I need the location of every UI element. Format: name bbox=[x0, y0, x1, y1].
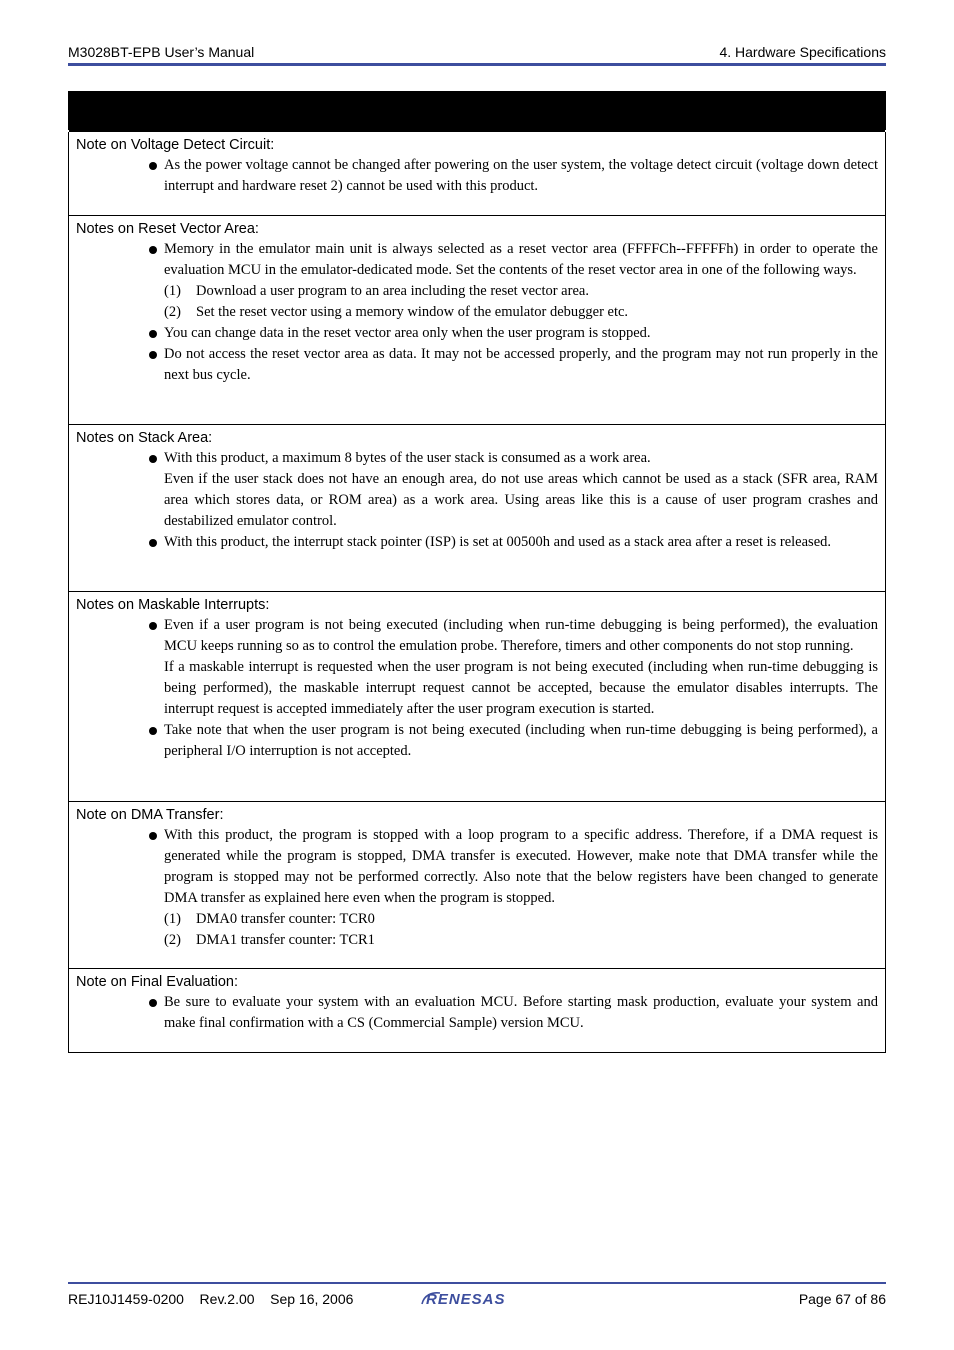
section-title: Notes on Maskable Interrupts: bbox=[76, 597, 270, 613]
notes-table bbox=[68, 91, 886, 1053]
numbered-item: (1) Download a user program to an area including the reset vector area. bbox=[164, 283, 589, 299]
bullet-item: Memory in the emulator main unit is always selected as a reset vector area (FFFFCh--FFFFFh) in order to operate the evaluation MCU in the emulator-dedicated mode. Set the contents of the reset vector area in one of the following ways. bbox=[156, 239, 878, 281]
manual-title: M3028BT-EPB User’s Manual bbox=[68, 44, 255, 60]
publication-date: Sep 16, 2006 bbox=[270, 1291, 354, 1307]
bullet-dot-icon bbox=[149, 330, 157, 338]
table-header-bar bbox=[68, 91, 886, 132]
paragraph: Even if the user stack does not have an enough area, do not use areas which cannot be used as a stack (SFR area, RAM area which stores data, or ROM area) as a work area. Using areas like this is a cause of user program crashes and destabilized emulator control. bbox=[164, 471, 878, 529]
section-stack-area bbox=[68, 425, 886, 592]
section-title: Note on DMA Transfer: bbox=[76, 807, 224, 823]
bullet-item: Even if a user program is not being executed (including when run-time debugging is being performed), the evaluation MCU keeps running so as to control the emulation probe. Therefore, timers and other components do not stop running. bbox=[156, 615, 878, 657]
document-info bbox=[68, 1291, 353, 1307]
document-id: REJ10J1459-0200 bbox=[68, 1291, 184, 1307]
section-final-evaluation bbox=[68, 969, 886, 1053]
section-title: Note on Voltage Detect Circuit: bbox=[76, 137, 275, 153]
bullet-item: Take note that when the user program is not being executed (including when run-time debugging is being performed), a peripheral I/O interruption is not accepted. bbox=[156, 720, 878, 762]
bullet-dot-icon bbox=[149, 832, 157, 840]
bullet-dot-icon bbox=[149, 246, 157, 254]
numbered-item: (2) Set the reset vector using a memory window of the emulator debugger etc. bbox=[164, 304, 629, 320]
renesas-logo-icon bbox=[420, 1289, 534, 1309]
header-rule bbox=[68, 63, 886, 66]
bullet-dot-icon bbox=[149, 351, 157, 359]
section-dma-transfer bbox=[68, 802, 886, 969]
bullet-dot-icon bbox=[149, 162, 157, 170]
bullet-item: With this product, the program is stopped with a loop program to a specific address. Therefore, if a DMA request is generated while the program is stopped, DMA transfer is executed. However, make note that DMA transfer while the program is stopped may not be performed correctly. Also note that the below registers have been changed to generate DMA transfer as explained here even when the program is stopped. bbox=[156, 825, 878, 909]
bullet-dot-icon bbox=[149, 727, 157, 735]
section-voltage-detect bbox=[68, 132, 886, 216]
numbered-item: (2) DMA1 transfer counter: TCR1 bbox=[164, 932, 375, 948]
footer-rule bbox=[68, 1282, 886, 1284]
bullet-item: As the power voltage cannot be changed after powering on the user system, the voltage detect circuit (voltage down detect interrupt and hardware reset 2) cannot be used with this product. bbox=[156, 155, 878, 197]
section-maskable-interrupts bbox=[68, 592, 886, 802]
bullet-item: With this product, the interrupt stack pointer (ISP) is set at 00500h and used as a stack area after a reset is released. bbox=[156, 532, 878, 553]
bullet-dot-icon bbox=[149, 455, 157, 463]
bullet-dot-icon bbox=[149, 622, 157, 630]
section-title: Note on Final Evaluation: bbox=[76, 974, 239, 990]
bullet-dot-icon bbox=[149, 539, 157, 547]
numbered-item: (1) DMA0 transfer counter: TCR0 bbox=[164, 911, 375, 927]
paragraph: If a maskable interrupt is requested when the user program is not being executed (including when run-time debugging is being performed), the maskable interrupt request cannot be accepted, because the emulator disables interrupts. The interrupt request is accepted immediately after the user program execution is started. bbox=[164, 659, 878, 717]
revision: Rev.2.00 bbox=[199, 1291, 255, 1307]
section-reset-vector bbox=[68, 216, 886, 425]
section-title: Notes on Stack Area: bbox=[76, 430, 213, 446]
bullet-item: With this product, a maximum 8 bytes of the user stack is consumed as a work area. bbox=[156, 448, 878, 469]
page-number: Page 67 of 86 bbox=[798, 1291, 886, 1307]
bullet-dot-icon bbox=[149, 999, 157, 1007]
chapter-title: 4. Hardware Specifications bbox=[719, 44, 886, 60]
bullet-item: Be sure to evaluate your system with an evaluation MCU. Before starting mask production, evaluate your system and make final confirmation with a CS (Commercial Sample) version MCU. bbox=[156, 992, 878, 1034]
svg-text:RENESAS: RENESAS bbox=[426, 1291, 506, 1308]
bullet-item: Do not access the reset vector area as data. It may not be accessed properly, and the program may not run properly in the next bus cycle. bbox=[156, 344, 878, 386]
bullet-item: You can change data in the reset vector area only when the user program is stopped. bbox=[156, 323, 878, 344]
section-title: Notes on Reset Vector Area: bbox=[76, 221, 259, 237]
